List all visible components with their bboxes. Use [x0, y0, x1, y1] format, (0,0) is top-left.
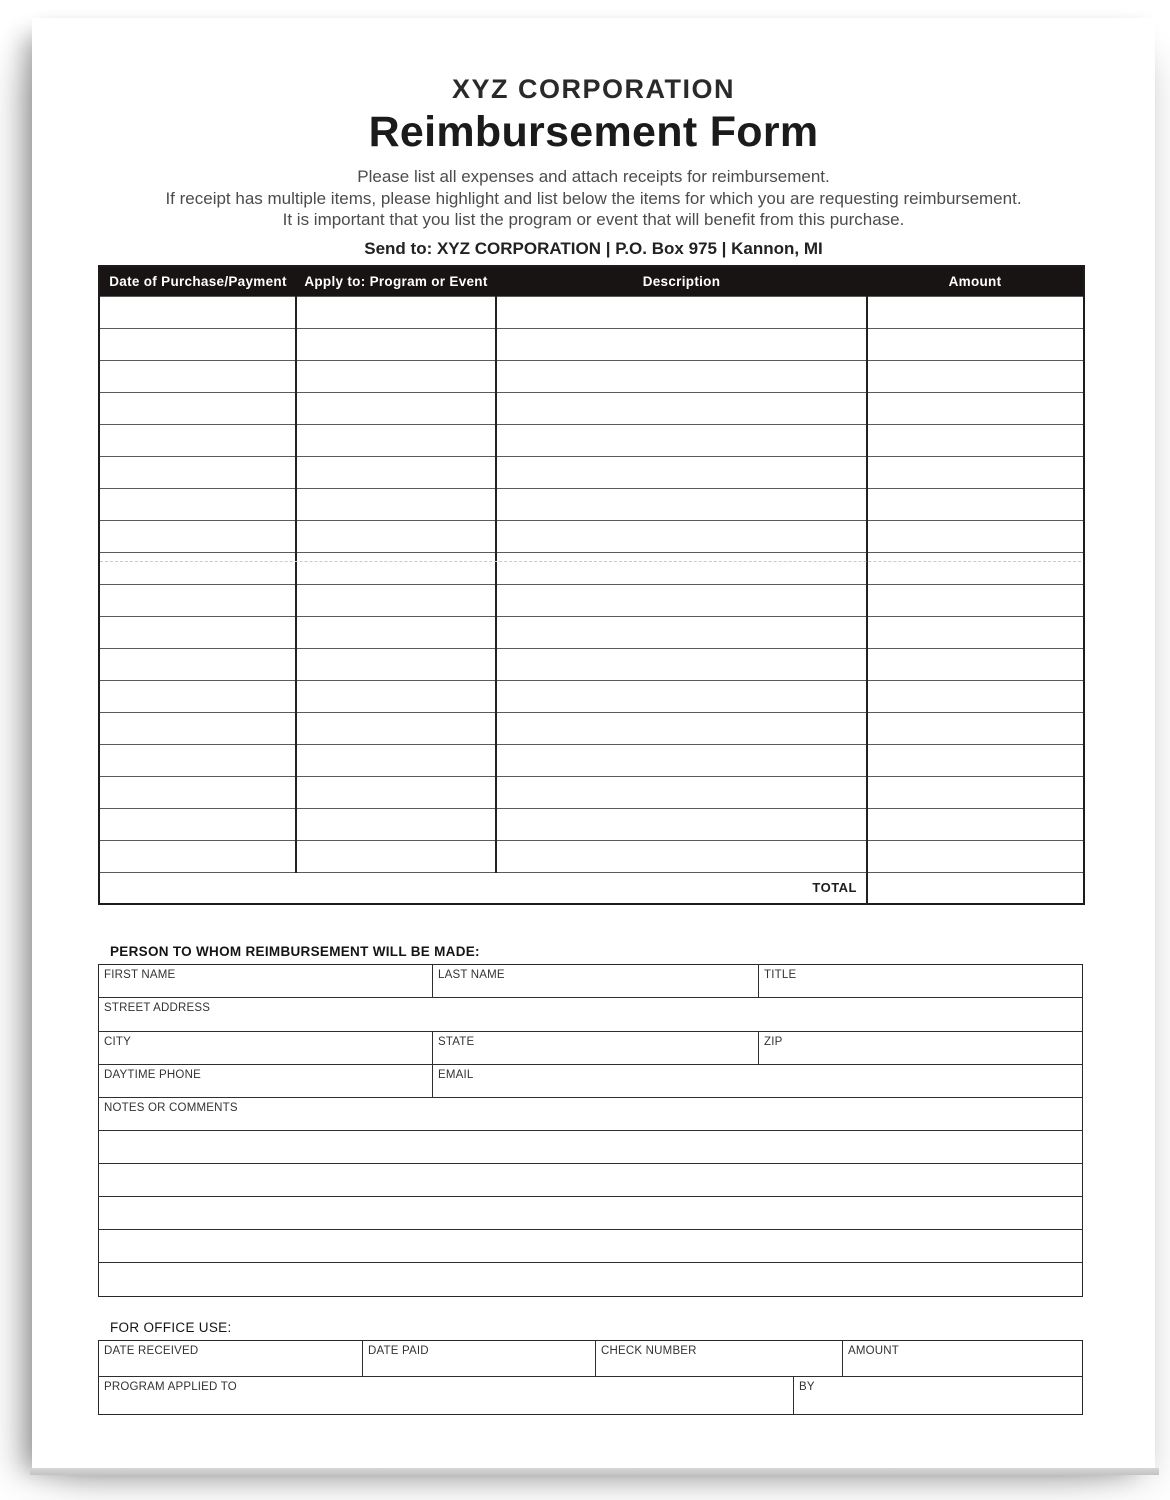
expense-row: [99, 680, 1084, 712]
total-amount-field[interactable]: [867, 872, 1084, 904]
expense-cell[interactable]: [496, 552, 867, 584]
expense-cell[interactable]: [867, 392, 1084, 424]
office-amount-field[interactable]: [843, 1341, 1082, 1376]
expense-cell[interactable]: [99, 456, 296, 488]
instruction-line-2: If receipt has multiple items, please highlight and list below the items for which you are requesting reimbursement.: [165, 188, 1022, 208]
expense-cell[interactable]: [867, 808, 1084, 840]
expense-table-header-row: [99, 266, 1084, 296]
expense-row: [99, 616, 1084, 648]
expense-cell[interactable]: [296, 584, 496, 616]
expense-cell[interactable]: [496, 840, 867, 872]
expense-row: [99, 392, 1084, 424]
expense-row: [99, 808, 1084, 840]
expense-cell[interactable]: [867, 296, 1084, 328]
person-row-contact: [99, 1065, 1082, 1098]
notes-blank-field[interactable]: [99, 1164, 1082, 1196]
expense-cell[interactable]: [296, 520, 496, 552]
company-name: XYZ CORPORATION: [451, 74, 735, 104]
col-header-description: Description: [496, 266, 867, 296]
daytime-phone-field[interactable]: [99, 1065, 433, 1097]
expense-cell[interactable]: [296, 552, 496, 584]
expense-row: [99, 424, 1084, 456]
notes-blank-row: [99, 1131, 1082, 1164]
instruction-line-1: Please list all expenses and attach receipts for reimbursement.: [357, 167, 830, 186]
expense-cell[interactable]: [296, 456, 496, 488]
expense-cell[interactable]: [296, 840, 496, 872]
zip-label: ZIP: [764, 1036, 783, 1048]
expense-cell[interactable]: [496, 616, 867, 648]
expense-cell[interactable]: [867, 840, 1084, 872]
expense-row: [99, 712, 1084, 744]
notes-label-row: [99, 1098, 1082, 1131]
expense-cell[interactable]: [496, 520, 867, 552]
expense-cell[interactable]: [99, 296, 296, 328]
expense-cell[interactable]: [867, 552, 1084, 584]
expense-cell[interactable]: [496, 808, 867, 840]
expense-cell[interactable]: [99, 424, 296, 456]
expense-row: [99, 360, 1084, 392]
expense-cell[interactable]: [99, 488, 296, 520]
expense-cell[interactable]: [99, 680, 296, 712]
expense-cell[interactable]: [867, 680, 1084, 712]
office-amount-label: AMOUNT: [848, 1345, 900, 1357]
total-row: [99, 872, 1084, 904]
person-section-heading: PERSON TO WHOM REIMBURSEMENT WILL BE MADE:: [110, 944, 480, 959]
date-received-field[interactable]: [99, 1341, 363, 1376]
expense-table-body: [99, 296, 1084, 872]
expense-cell[interactable]: [296, 648, 496, 680]
title-label: TITLE: [764, 969, 797, 981]
notes-blank-field[interactable]: [99, 1131, 1082, 1163]
expense-row: [99, 776, 1084, 808]
office-section-heading: FOR OFFICE USE:: [110, 1320, 232, 1335]
state-label: STATE: [438, 1036, 475, 1048]
notes-blank-field[interactable]: [99, 1263, 1082, 1296]
expense-cell[interactable]: [867, 744, 1084, 776]
col-header-date: Date of Purchase/Payment: [99, 266, 296, 296]
expense-cell[interactable]: [867, 488, 1084, 520]
notes-blank-row: [99, 1230, 1082, 1263]
expense-cell[interactable]: [867, 456, 1084, 488]
expense-cell[interactable]: [99, 648, 296, 680]
expense-cell[interactable]: [496, 328, 867, 360]
expense-cell[interactable]: [296, 616, 496, 648]
email-field[interactable]: [433, 1065, 1082, 1097]
expense-cell[interactable]: [296, 680, 496, 712]
expense-cell[interactable]: [99, 520, 296, 552]
program-applied-to-label: PROGRAM APPLIED TO: [104, 1381, 237, 1393]
expense-table-section: [98, 265, 1083, 905]
program-applied-to-field[interactable]: [99, 1377, 794, 1414]
expense-cell[interactable]: [496, 424, 867, 456]
expense-cell[interactable]: [296, 328, 496, 360]
expense-cell[interactable]: [296, 712, 496, 744]
instruction-line-3: It is important that you list the program or event that will benefit from this purchase.: [282, 210, 905, 229]
form-title: Reimbursement Form: [368, 108, 819, 156]
expense-row: [99, 840, 1084, 872]
expense-cell[interactable]: [99, 552, 296, 584]
expense-cell[interactable]: [867, 776, 1084, 808]
expense-row: [99, 552, 1084, 584]
expense-cell[interactable]: [296, 424, 496, 456]
col-header-program: Apply to: Program or Event: [296, 266, 496, 296]
city-label: CITY: [104, 1036, 131, 1048]
expense-cell[interactable]: [867, 424, 1084, 456]
expense-cell[interactable]: [496, 488, 867, 520]
form-sheet: [32, 18, 1155, 1468]
expense-row: [99, 296, 1084, 328]
expense-cell[interactable]: [496, 360, 867, 392]
title-field[interactable]: [759, 965, 1082, 997]
check-number-field[interactable]: [596, 1341, 843, 1376]
office-row-1: [99, 1341, 1082, 1377]
expense-cell[interactable]: [867, 712, 1084, 744]
date-paid-field[interactable]: [363, 1341, 596, 1376]
expense-row: [99, 648, 1084, 680]
city-field[interactable]: [99, 1032, 433, 1064]
notes-blank-row: [99, 1263, 1082, 1296]
expense-cell[interactable]: [496, 776, 867, 808]
expense-row: [99, 520, 1084, 552]
date-paid-label: DATE PAID: [368, 1345, 429, 1357]
office-grid: [98, 1340, 1083, 1415]
state-field[interactable]: [433, 1032, 759, 1064]
email-label: EMAIL: [438, 1069, 474, 1081]
notes-blank-field[interactable]: [99, 1230, 1082, 1262]
expense-row: [99, 456, 1084, 488]
expense-cell[interactable]: [99, 584, 296, 616]
first-name-field[interactable]: [99, 965, 433, 997]
expense-cell[interactable]: [99, 840, 296, 872]
expense-cell[interactable]: [99, 808, 296, 840]
office-row-2: [99, 1377, 1082, 1414]
expense-cell[interactable]: [867, 616, 1084, 648]
person-row-address: [99, 998, 1082, 1032]
masthead: [32, 74, 1155, 259]
expense-cell[interactable]: [296, 488, 496, 520]
expense-cell[interactable]: [867, 584, 1084, 616]
expense-cell[interactable]: [296, 296, 496, 328]
check-number-label: CHECK NUMBER: [601, 1345, 697, 1357]
zip-field[interactable]: [759, 1032, 1082, 1064]
notes-blank-field[interactable]: [99, 1197, 1082, 1229]
daytime-phone-label: DAYTIME PHONE: [104, 1069, 201, 1081]
expense-cell[interactable]: [867, 520, 1084, 552]
expense-cell[interactable]: [496, 680, 867, 712]
total-label: TOTAL: [99, 872, 867, 904]
expense-cell[interactable]: [867, 360, 1084, 392]
expense-cell[interactable]: [99, 712, 296, 744]
first-name-label: FIRST NAME: [104, 969, 176, 981]
expense-cell[interactable]: [99, 776, 296, 808]
last-name-label: LAST NAME: [438, 969, 505, 981]
expense-cell[interactable]: [867, 328, 1084, 360]
expense-cell[interactable]: [99, 360, 296, 392]
street-address-label: STREET ADDRESS: [104, 1002, 211, 1014]
expense-cell[interactable]: [867, 648, 1084, 680]
expense-cell[interactable]: [496, 712, 867, 744]
notes-blank-row: [99, 1197, 1082, 1230]
expense-cell[interactable]: [496, 456, 867, 488]
expense-cell[interactable]: [496, 648, 867, 680]
expense-row: [99, 488, 1084, 520]
expense-cell[interactable]: [496, 392, 867, 424]
expense-cell[interactable]: [496, 744, 867, 776]
expense-cell[interactable]: [99, 328, 296, 360]
street-address-field[interactable]: [99, 998, 1082, 1031]
expense-cell[interactable]: [296, 392, 496, 424]
office-section: [98, 1320, 1083, 1415]
notes-blank-row: [99, 1164, 1082, 1197]
expense-cell[interactable]: [99, 392, 296, 424]
expense-table: [98, 265, 1085, 905]
date-received-label: DATE RECEIVED: [104, 1345, 199, 1357]
expense-cell[interactable]: [99, 744, 296, 776]
person-grid: [98, 964, 1083, 1297]
expense-cell[interactable]: [296, 776, 496, 808]
person-section: [98, 944, 1083, 1297]
notes-label: NOTES OR COMMENTS: [104, 1102, 238, 1114]
person-row-city: [99, 1032, 1082, 1065]
by-field[interactable]: [794, 1377, 1082, 1414]
person-row-name: [99, 965, 1082, 998]
send-to-line: Send to: XYZ CORPORATION | P.O. Box 975 | Kannon, MI: [364, 238, 823, 258]
expense-cell[interactable]: [296, 360, 496, 392]
expense-row: [99, 744, 1084, 776]
expense-row: [99, 584, 1084, 616]
instructions: [32, 166, 1155, 231]
expense-row: [99, 328, 1084, 360]
expense-cell[interactable]: [99, 616, 296, 648]
expense-cell[interactable]: [296, 744, 496, 776]
expense-cell[interactable]: [296, 808, 496, 840]
last-name-field[interactable]: [433, 965, 759, 997]
expense-cell[interactable]: [496, 296, 867, 328]
col-header-amount: Amount: [867, 266, 1084, 296]
notes-field[interactable]: [99, 1098, 1082, 1130]
expense-cell[interactable]: [496, 584, 867, 616]
by-label: BY: [799, 1381, 815, 1393]
